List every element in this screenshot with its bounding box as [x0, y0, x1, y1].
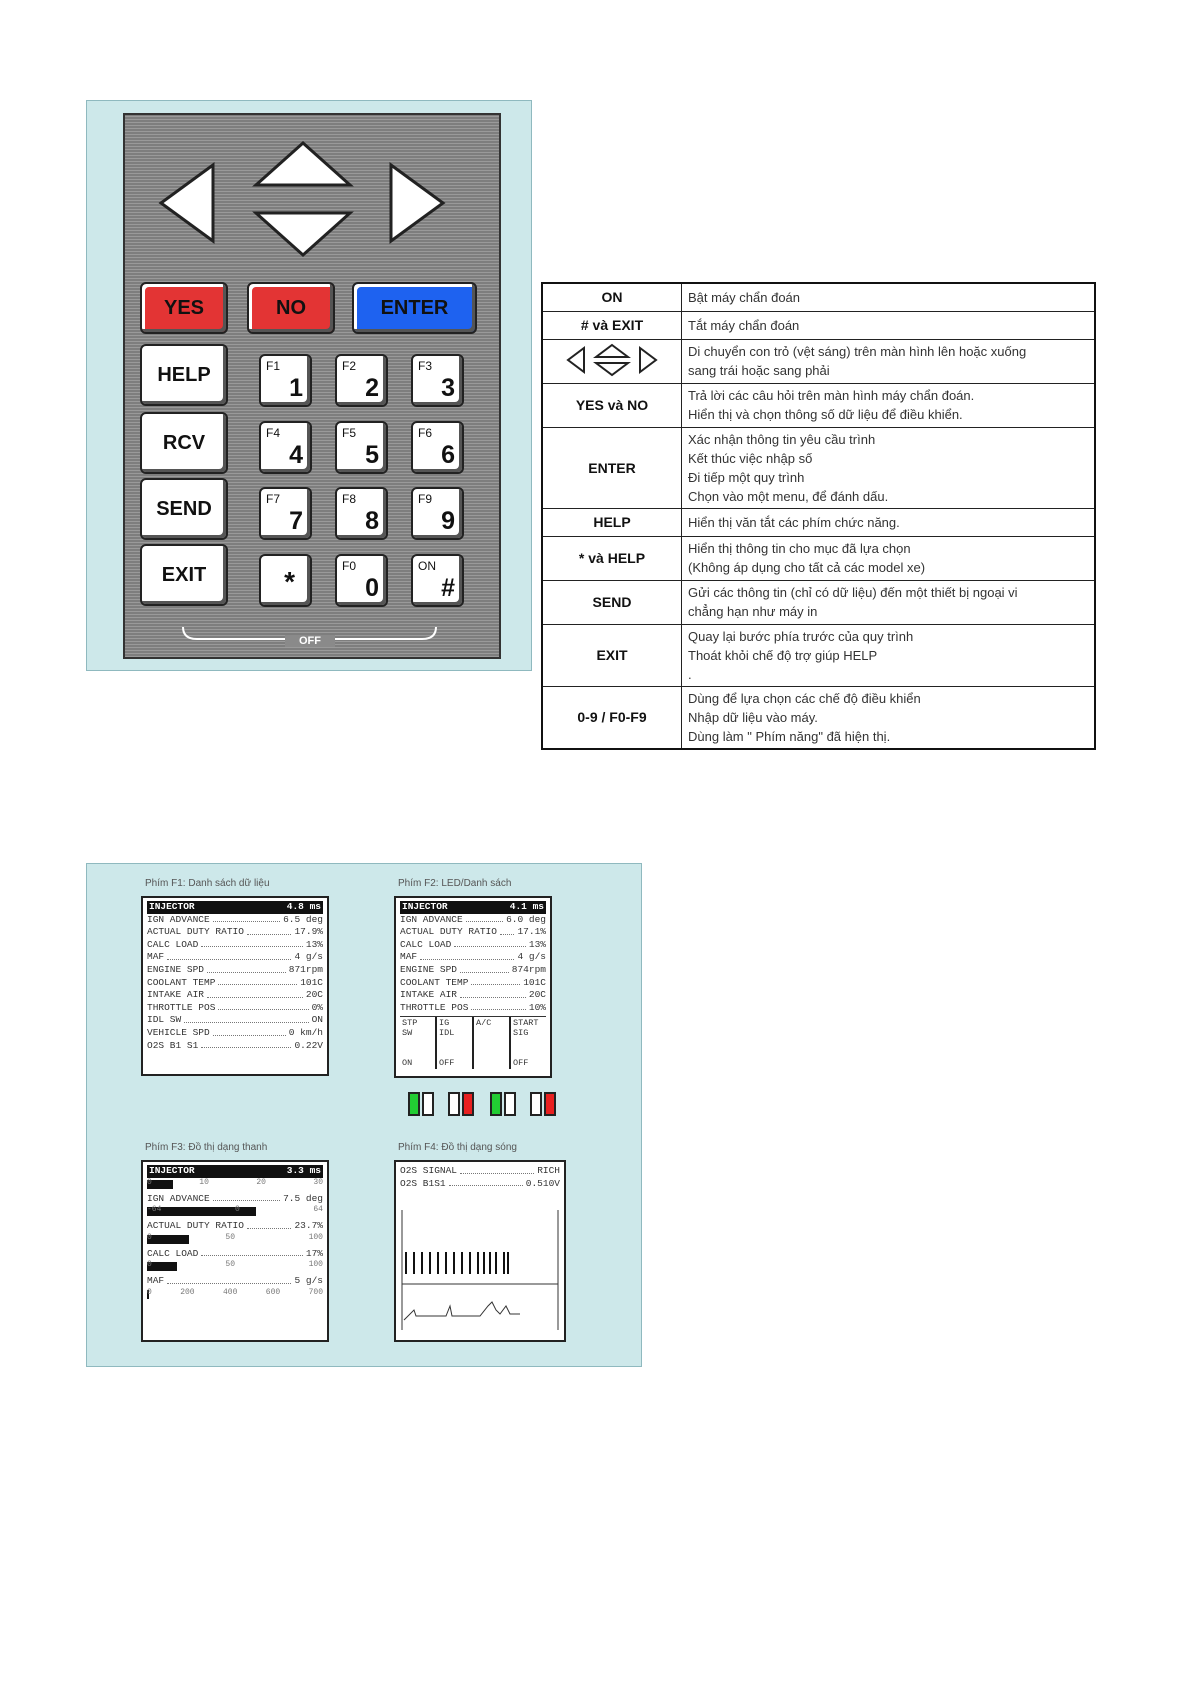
led-6 — [504, 1092, 516, 1116]
lcd-label: IGN ADVANCE — [400, 913, 463, 925]
legend-key — [542, 339, 682, 383]
bar-scale-tick: 10 — [199, 1177, 209, 1187]
lcd-label: ENGINE SPD — [400, 963, 458, 975]
lcd-row — [147, 939, 323, 952]
bar-scale-tick: 100 — [308, 1260, 323, 1270]
status-cell-bot: OFF — [439, 1058, 455, 1069]
lcd-row — [147, 914, 323, 927]
legend-key: # và EXIT — [542, 311, 682, 339]
left-arrow-icon — [157, 161, 217, 245]
legend-key: SEND — [542, 580, 682, 624]
screen1-data-list — [141, 896, 329, 1076]
bar-scale-tick: 0 — [147, 1287, 152, 1297]
lcd-value: 6.5 deg — [283, 913, 323, 925]
lcd-value: 0% — [311, 1001, 323, 1013]
legend-description-line: . — [688, 666, 692, 682]
lcd-leader — [167, 951, 291, 960]
lcd-label: O2S SIGNAL — [400, 1165, 458, 1176]
led-7 — [530, 1092, 542, 1116]
lcd-label: ENGINE SPD — [147, 963, 205, 975]
bar-scale — [147, 1260, 323, 1269]
bar-scale-tick: 200 — [180, 1287, 195, 1297]
lcd-leader — [201, 939, 303, 948]
bar-scale-tick: 0 — [147, 1232, 152, 1242]
lcd-row — [400, 964, 546, 977]
lcd-label: INTAKE AIR — [147, 989, 205, 1001]
screen3-caption: Phím F3: Đồ thị dạng thanh — [145, 1142, 268, 1153]
on-hash-key: ON # — [411, 554, 464, 607]
lcd-label: INJECTOR — [402, 901, 448, 912]
bar-scale-tick: 50 — [225, 1260, 235, 1270]
legend-row — [542, 383, 1095, 427]
f4-key: F4 4 — [259, 421, 312, 474]
status-cell — [474, 1017, 511, 1069]
status-cell-top: STP — [402, 1018, 418, 1029]
legend-row — [542, 311, 1095, 339]
lcd-row — [147, 1040, 323, 1053]
lcd-leader — [213, 1193, 280, 1202]
lcd-row — [400, 939, 546, 952]
lcd-row — [400, 901, 546, 914]
lcd-label: VEHICLE SPD — [147, 1026, 210, 1038]
legend-row — [542, 508, 1095, 536]
led-2 — [422, 1092, 434, 1116]
lcd-leader — [500, 926, 515, 935]
status-cell-sub: IDL — [439, 1028, 455, 1039]
lcd-leader — [460, 1165, 534, 1174]
lcd-label: ACTUAL DUTY RATIO — [400, 926, 497, 938]
bar-graph-row — [147, 1205, 323, 1217]
lcd-leader — [471, 1002, 525, 1011]
status-cell-top: A/C — [476, 1018, 492, 1029]
bar-scale-tick: 20 — [256, 1177, 266, 1187]
legend-description — [682, 536, 1096, 580]
legend-key: * và HELP — [542, 536, 682, 580]
lcd-leader — [207, 964, 286, 973]
lcd-label: INJECTOR — [149, 1165, 195, 1176]
lcd-label: INTAKE AIR — [400, 989, 458, 1001]
led-8 — [544, 1092, 556, 1116]
lcd-value: 20C — [305, 989, 323, 1001]
f2-key: F2 2 — [335, 354, 388, 407]
lcd-label: IGN ADVANCE — [147, 1192, 210, 1204]
lcd-value: 17.1% — [517, 926, 546, 938]
legend-description-line: Gửi các thông tin (chỉ có dữ liệu) đến một thiết bị ngoại vi — [688, 585, 1018, 600]
legend-description — [682, 580, 1096, 624]
lcd-value: 7.5 deg — [283, 1192, 323, 1204]
lcd-row — [147, 964, 323, 977]
enter-key: ENTER — [352, 282, 477, 334]
yes-key: YES — [140, 282, 228, 334]
lcd-leader — [454, 939, 526, 948]
legend-key: 0-9 / F0-F9 — [542, 686, 682, 749]
lcd-label: IDL SW — [147, 1014, 182, 1026]
exit-key: EXIT — [140, 544, 228, 606]
screens-figure — [86, 863, 642, 1367]
legend-description-line: Thoát khỏi chế độ trợ giúp HELP — [688, 647, 878, 663]
legend-row — [542, 536, 1095, 580]
f3-key: F3 3 — [411, 354, 464, 407]
status-cell-bot: OFF — [513, 1058, 529, 1069]
led-3 — [448, 1092, 460, 1116]
screen1-caption: Phím F1: Danh sách dữ liệu — [145, 878, 270, 889]
legend-description-line: sang trái hoặc sang phải — [688, 363, 830, 378]
lcd-row — [147, 1165, 323, 1178]
screen2-led-list — [394, 896, 552, 1078]
bar-scale — [147, 1233, 323, 1242]
lcd-value: 874rpm — [511, 963, 546, 975]
bar-scale — [147, 1205, 323, 1214]
right-arrow-icon — [387, 161, 447, 245]
lcd-row — [400, 989, 546, 1002]
lcd-label: IGN ADVANCE — [147, 913, 210, 925]
f0-key: F0 0 — [335, 554, 388, 607]
star-key: * — [259, 554, 312, 607]
lcd-value: 101C — [523, 976, 546, 988]
lcd-label: MAF — [400, 951, 418, 963]
lcd-leader — [247, 1220, 292, 1229]
lcd-label: CALC LOAD — [400, 938, 452, 950]
legend-description-line: (Không áp dụng cho tất cả các model xe) — [688, 560, 926, 575]
legend-description — [682, 427, 1096, 508]
legend-key: ON — [542, 283, 682, 311]
lcd-label: MAF — [147, 951, 165, 963]
bar-graph-row — [147, 1260, 323, 1272]
lcd-row — [147, 1002, 323, 1015]
lcd-row — [147, 951, 323, 964]
bar-scale-tick: 30 — [313, 1177, 323, 1187]
lcd-label: INJECTOR — [149, 901, 195, 912]
lcd-value: 17% — [305, 1247, 323, 1259]
f5-key: F5 5 — [335, 421, 388, 474]
legend-description — [682, 624, 1096, 686]
lcd-label: THROTTLE POS — [147, 1001, 216, 1013]
status-cells — [400, 1016, 546, 1069]
lcd-value: 871rpm — [288, 963, 323, 975]
lcd-row — [400, 1178, 560, 1191]
lcd-value: 17.9% — [294, 926, 323, 938]
status-cell-bot: ON — [402, 1058, 413, 1069]
status-cell-top: IG — [439, 1018, 450, 1029]
lcd-value: 4 g/s — [294, 951, 323, 963]
lcd-label: ACTUAL DUTY RATIO — [147, 1220, 244, 1232]
lcd-leader — [460, 989, 526, 998]
legend-row — [542, 686, 1095, 749]
lcd-value: 20C — [528, 989, 546, 1001]
bar-scale-tick: 400 — [223, 1287, 238, 1297]
legend-key: EXIT — [542, 624, 682, 686]
legend-description-line: Dùng làm " Phím năng" đã hiện thị. — [688, 728, 891, 744]
lcd-leader — [218, 977, 297, 986]
lcd-row — [147, 1248, 323, 1261]
lcd-leader — [460, 964, 509, 973]
legend-description-line: Kết thúc việc nhập số — [688, 450, 813, 466]
f8-key: F8 8 — [335, 487, 388, 540]
legend-description-line: Hiển thị và chọn thông số dữ liệu để điều khiển. — [688, 407, 963, 422]
keypad-figure — [86, 100, 532, 671]
key-function-table-body — [542, 283, 1095, 749]
legend-description-line: Quay lại bước phía trước của quy trình — [688, 628, 914, 644]
lcd-leader — [471, 977, 520, 986]
lcd-leader — [247, 926, 292, 935]
legend-description-line: Đi tiếp một quy trình — [688, 469, 805, 485]
bar-scale-tick: 0 — [147, 1260, 152, 1270]
lcd-row — [400, 1165, 560, 1178]
rcv-key: RCV — [140, 412, 228, 474]
lcd-value: RICH — [537, 1165, 560, 1176]
lcd-leader — [167, 1275, 291, 1284]
led-1 — [408, 1092, 420, 1116]
screen4-rows — [400, 1165, 560, 1190]
legend-description — [682, 311, 1096, 339]
screen3-bar-graph — [141, 1160, 329, 1342]
lcd-value: 0 km/h — [288, 1026, 323, 1038]
legend-description-line: Hiển thị thông tin cho mục đã lựa chọn — [688, 541, 911, 556]
help-key: HELP — [140, 344, 228, 406]
f6-key: F6 6 — [411, 421, 464, 474]
waveform-graph — [400, 1202, 560, 1332]
lcd-label: COOLANT TEMP — [147, 976, 216, 988]
lcd-row — [400, 951, 546, 964]
screen4-caption: Phím F4: Đồ thị dạng sóng — [398, 1142, 517, 1153]
legend-row — [542, 427, 1095, 508]
f9-key: F9 9 — [411, 487, 464, 540]
legend-row — [542, 283, 1095, 311]
lcd-label: O2S B1S1 — [400, 1177, 446, 1189]
legend-key: YES và NO — [542, 383, 682, 427]
legend-description-line: Nhập dữ liệu vào máy. — [688, 709, 818, 725]
legend-key: HELP — [542, 508, 682, 536]
lcd-leader — [201, 1248, 303, 1257]
bar-scale-tick: 64 — [313, 1205, 323, 1215]
legend-key: ENTER — [542, 427, 682, 508]
legend-description — [682, 508, 1096, 536]
lcd-leader — [466, 914, 503, 923]
lcd-value: 0.22V — [294, 1039, 323, 1051]
lcd-row — [147, 989, 323, 1002]
legend-description — [682, 283, 1096, 311]
legend-description-line: Dùng để lựa chọn các chế độ điều khiển — [688, 690, 921, 706]
lcd-value: 13% — [528, 938, 546, 950]
lcd-leader — [184, 1014, 308, 1023]
lcd-label: THROTTLE POS — [400, 1001, 469, 1013]
lcd-row — [400, 977, 546, 990]
lcd-value: ON — [311, 1014, 323, 1026]
send-key: SEND — [140, 478, 228, 540]
bar-graph-row — [147, 1178, 323, 1190]
legend-description — [682, 339, 1096, 383]
lcd-row — [147, 901, 323, 914]
legend-row — [542, 580, 1095, 624]
f7-key: F7 7 — [259, 487, 312, 540]
bar-scale-tick: 0 — [147, 1177, 152, 1187]
lcd-leader — [213, 1027, 286, 1036]
bar-scale — [147, 1178, 323, 1187]
lcd-row — [400, 926, 546, 939]
f1-key: F1 1 — [259, 354, 312, 407]
lcd-row — [147, 1275, 323, 1288]
lcd-leader — [218, 1002, 308, 1011]
status-cell — [437, 1017, 474, 1069]
lcd-label: ACTUAL DUTY RATIO — [147, 926, 244, 938]
screen2-caption: Phím F2: LED/Danh sách — [398, 878, 512, 889]
bar-scale-tick: 600 — [265, 1287, 281, 1297]
lcd-value: 10% — [528, 1001, 546, 1013]
lcd-row — [400, 1002, 546, 1015]
bar-graph-row — [147, 1288, 323, 1300]
lcd-leader — [213, 914, 280, 923]
lcd-label: O2S B1 S1 — [147, 1039, 199, 1051]
bar-graph-row — [147, 1233, 323, 1245]
bar-scale-tick: -64 — [147, 1205, 162, 1215]
lcd-value: 3.3 ms — [286, 1165, 321, 1176]
bar-scale — [147, 1288, 323, 1297]
lcd-row — [147, 1220, 323, 1233]
lcd-label: CALC LOAD — [147, 938, 199, 950]
lcd-value: 101C — [300, 976, 323, 988]
status-cell-top: START — [513, 1018, 539, 1029]
lcd-leader — [449, 1178, 523, 1187]
lcd-leader — [207, 989, 303, 998]
led-4 — [462, 1092, 474, 1116]
legend-description — [682, 383, 1096, 427]
legend-description-line: Hiển thị văn tắt các phím chức năng. — [688, 514, 900, 530]
lcd-value: 5 g/s — [294, 1275, 323, 1287]
keypad-body — [123, 113, 501, 659]
legend-description-line: Bật máy chẩn đoán — [688, 289, 801, 305]
lcd-row — [147, 1193, 323, 1206]
lcd-value: 0.510V — [525, 1177, 560, 1189]
lcd-value: 23.7% — [294, 1220, 323, 1232]
lcd-row — [400, 914, 546, 927]
legend-description — [682, 686, 1096, 749]
bar-scale-tick: 100 — [308, 1232, 323, 1242]
legend-row — [542, 339, 1095, 383]
up-arrow-icon — [252, 139, 354, 189]
lcd-label: COOLANT TEMP — [400, 976, 469, 988]
lcd-row — [147, 1014, 323, 1027]
legend-description-line: Chọn vào một menu, để đánh dấu. — [688, 488, 889, 504]
lcd-row — [147, 926, 323, 939]
status-cell — [511, 1017, 546, 1069]
legend-description-line: Xác nhận thông tin yêu cầu trình — [688, 431, 876, 447]
lcd-row — [147, 977, 323, 990]
down-arrow-icon — [252, 209, 354, 259]
no-key: NO — [247, 282, 335, 334]
legend-description-line: Trả lời các câu hỏi trên màn hình máy chẩn đoán. — [688, 388, 975, 403]
lcd-leader — [201, 1040, 291, 1049]
screen4-waveform — [394, 1160, 566, 1342]
legend-description-line: Di chuyển con trỏ (vệt sáng) trên màn hình lên hoặc xuống — [688, 344, 1027, 359]
bar-scale-tick: 50 — [225, 1232, 235, 1242]
bar-scale-tick: 0 — [234, 1205, 240, 1215]
status-cell-sub: SIG — [513, 1028, 529, 1039]
lcd-value: 13% — [305, 938, 323, 950]
lcd-value: 4.1 ms — [509, 901, 544, 912]
arrows-icon — [564, 343, 660, 377]
legend-row — [542, 624, 1095, 686]
off-label: OFF — [285, 635, 335, 647]
lcd-leader — [420, 951, 514, 960]
lcd-value: 4.8 ms — [286, 901, 321, 912]
legend-description-line: chẳng hạn như máy in — [688, 604, 818, 619]
lcd-label: CALC LOAD — [147, 1247, 199, 1259]
lcd-value: 4 g/s — [517, 951, 546, 963]
led-5 — [490, 1092, 502, 1116]
key-function-table — [541, 282, 1096, 750]
legend-description-line: Tắt máy chẩn đoán — [688, 317, 800, 333]
lcd-label: MAF — [147, 1275, 165, 1287]
lcd-row — [147, 1027, 323, 1040]
bar-scale-tick: 700 — [308, 1287, 323, 1297]
status-cell — [400, 1017, 437, 1069]
status-cell-sub: SW — [402, 1028, 413, 1039]
lcd-value: 6.0 deg — [506, 913, 546, 925]
